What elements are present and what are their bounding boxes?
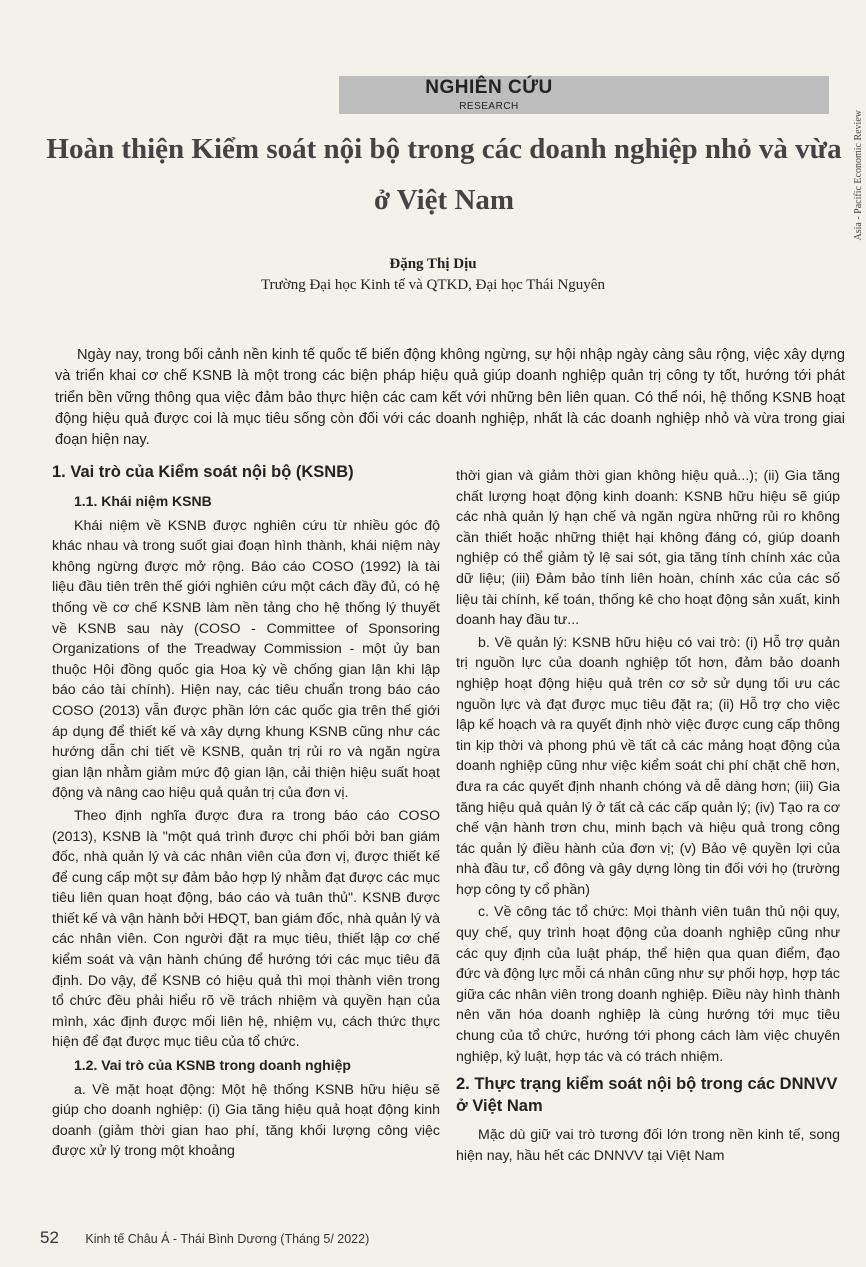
paragraph: b. Về quản lý: KSNB hữu hiệu có vai trò: (i) Hỗ trợ quản trị nguồn lực của doanh nghiệp tốt hơn, đảm bảo doanh nghiệp hoạt động hiệu quả trên cơ sở sử dụng tối ưu các nguồn lực và đạt được mục tiêu đặt ra; (ii) Hỗ trợ cho việc lập kế hoạch và ra quyết định nhờ việc được cung cấp thông tin kịp thời và phong phú về tất cả các mảng hoạt động của doanh nghiệp cũng như việc kiểm soát chi phí chặt chẽ hơn, đưa ra các quyết định nhanh chóng và dễ dàng hơn; (iii) Gia tăng hiệu quả quản lý ở tất cả các cấp quản lý; (iv) Tạo ra cơ chế vận hành trơn chu, minh bạch và hiệu quả trong công tác quản lý điều hành của đơn vị; (v) Bảo vệ quyền lợi của nhà đầu tư, cổ đông và gây dựng lòng tin đối với họ (trường hợp công ty cổ phần) <box>456 634 840 898</box>
section-label: NGHIÊN CỨU <box>425 77 553 98</box>
left-column <box>52 461 440 1164</box>
paragraph: Mặc dù giữ vai trò tương đối lớn trong nền kinh tế, song hiện nay, hầu hết các DNNVV tại Việt Nam <box>456 1127 840 1164</box>
paragraph: c. Về công tác tổ chức: Mọi thành viên tuân thủ nội quy, quy chế, quy trình hoạt động của doanh nghiệp cũng như các quy định của luật pháp, thể hiện qua quan điểm, đạo đức và động lực mỗi cá nhân cũng như sự phối hợp, hợp tác giữa các nhân viên trong doanh nghiệp. Điều này hình thành nên văn hóa doanh nghiệp là cùng hướng tới mục tiêu chung của tổ chức, hướng tới phong cách làm việc chuyên nghiệp, kỷ luật, hợp tác và có trách nhiệm. <box>456 904 840 1065</box>
article-title: Hoàn thiện Kiểm soát nội bộ trong các doanh nghiệp nhỏ và vừa ở Việt Nam <box>46 133 842 216</box>
footer-journal: Kinh tế Châu Á - Thái Bình Dương (Tháng 5/ 2022) <box>85 1232 370 1246</box>
article-affiliation: Trường Đại học Kinh tế và QTKD, Đại học Thái Nguyên <box>261 277 605 293</box>
paragraph: thời gian và giảm thời gian không hiệu quả...); (ii) Gia tăng chất lượng hoạt động kinh doanh: KSNB hữu hiệu sẽ giúp các nhà quản lý hạn chế và ngăn ngừa những rủi ro không cần thiết hoặc những thiệt hại không đáng có, giúp doanh nghiệp có thể giảm tỷ lệ sai sót, gia tăng tính chính xác của dữ liệu; (iii) Đảm bảo tính liên hoàn, chính xác của các số liệu tài chính, kế toán, thống kê cho hoạt động sản xuất, kinh doanh hay đầu tư... <box>456 468 840 629</box>
article-author: Đặng Thị Dịu <box>389 256 477 272</box>
paragraph: Theo định nghĩa được đưa ra trong báo cáo COSO (2013), KSNB là "một quá trình được chi phối bởi ban giám đốc, nhà quản lý và các nhân viên của đơn vị, được thiết kế để cung cấp một sự đảm bảo hợp lý nhằm đạt được các mục tiêu liên quan hoạt động, báo cáo và tuân thủ". KSNB được thiết kế và vận hành bởi HĐQT, ban giám đốc, nhà quản lý và các nhân viên. Con người đặt ra mục tiêu, thiết lập cơ chế kiểm soát và vận hành chúng để hướng tới các mục tiêu đã định. Do vậy, để KSNB có hiệu quả thì mọi thành viên trong tổ chức đều phải hiểu rõ về trách nhiệm và quyền hạn của mình, xác định được mối liên hệ, nhiệm vụ, cách thức thực hiện để đạt được mục tiêu của tổ chức. <box>52 807 440 1051</box>
heading-section-2: 2. Thực trạng kiểm soát nội bộ trong các DNNVV ở Việt Nam <box>456 1075 838 1116</box>
paragraph: a. Về mặt hoạt động: Một hệ thống KSNB hữu hiệu sẽ giúp cho doanh nghiệp: (i) Gia tăng hiệu quả hoạt động kinh doanh (giảm thời gian hao phí, tăng khối lượng công việc được xử lý trong một khoảng <box>52 1081 440 1160</box>
page-footer <box>40 1228 369 1248</box>
heading-section-1-1: 1.1. Khái niệm KSNB <box>74 493 212 509</box>
heading-section-1-2: 1.2. Vai trò của KSNB trong doanh nghiệp <box>74 1057 351 1074</box>
right-column <box>456 466 840 1168</box>
page-number: 52 <box>40 1228 59 1247</box>
paragraph: Khái niệm về KSNB được nghiên cứu từ nhiều góc độ khác nhau và trong suốt giai đoạn hình thành, khái niệm này không ngừng được mở rộng. Báo cáo COSO (1992) là tài liệu đầu tiên trên thế giới nghiên cứu một cách đầy đủ, có hệ thống về cơ chế KSNB làm nền tảng cho hệ thống lý thuyết về KSNB sau này (COSO - Committee of Sponsoring Organizations of the Treadway Commission - một ủy ban thuộc Hội đồng quốc gia Hoa kỳ về chống gian lận khi lập báo cáo tài chính). Hiện nay, các tiêu chuẩn trong báo cáo COSO (2013) vẫn được phần lớn các quốc gia trên thế giới áp dụng để thiết kế và xây dựng khung KSNB cũng như các hướng dẫn chi tiết về KSNB, quản trị rủi ro và ngăn ngừa gian lận nhằm giảm mức độ gian lận, cải thiện hiệu suất hoạt động và nâng cao hiệu quả quản trị của đơn vị. <box>52 517 440 802</box>
side-journal-label: Asia - Pacific Economic Review <box>853 110 864 241</box>
section-label-en: RESEARCH <box>459 101 519 112</box>
article-abstract: Ngày nay, trong bối cảnh nền kinh tế quốc tế biến động không ngừng, sự hội nhập ngày càng sâu rộng, việc xây dựng và triển khai cơ chế KSNB là một trong các biện pháp hiệu quả giúp doanh nghiệp quản trị công ty tốt, hướng tới phát triển bền vững thông qua việc đảm bảo thực hiện các cam kết với những bên liên quan. Có thể nói, hệ thống KSNB hoạt động hiệu quả được coi là mục tiêu sống còn đối với các doanh nghiệp, nhất là các doanh nghiệp nhỏ và vừa trong giai đoạn hiện nay. <box>55 347 845 449</box>
heading-section-1: 1. Vai trò của Kiểm soát nội bộ (KSNB) <box>52 463 354 481</box>
